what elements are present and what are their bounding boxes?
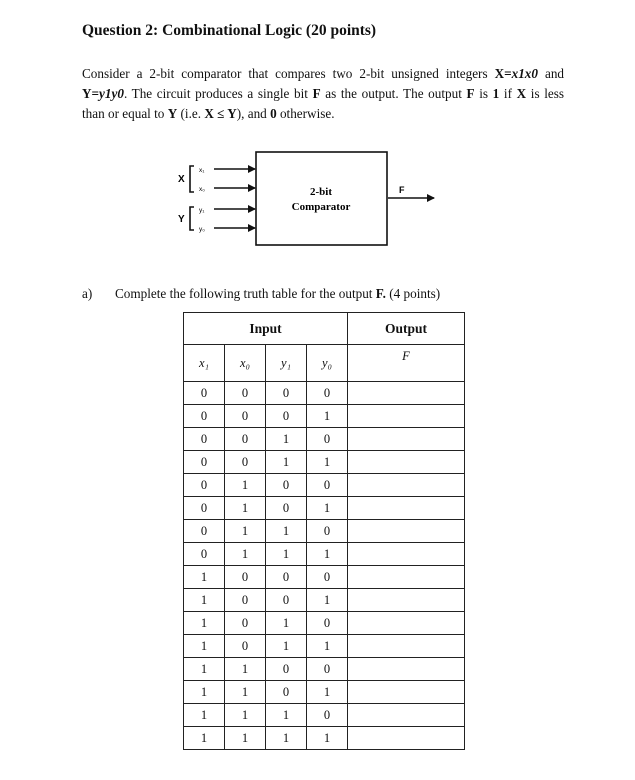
table-cell: 0 <box>184 543 225 566</box>
table-row <box>184 474 465 497</box>
table-cell: 1 <box>225 704 266 727</box>
table-cell: 0 <box>307 520 348 543</box>
question-title: Question 2: Combinational Logic (20 points) <box>82 22 377 39</box>
table-cell: 1 <box>307 405 348 428</box>
table-cell: 1 <box>184 589 225 612</box>
table-cell: 1 <box>184 566 225 589</box>
table-cell: 0 <box>225 451 266 474</box>
table-cell: 0 <box>307 566 348 589</box>
output-cell-blank[interactable] <box>348 589 465 612</box>
table-cell: 1 <box>266 727 307 750</box>
var-F: F <box>348 345 465 382</box>
output-label: F <box>399 185 405 195</box>
table-cell: 0 <box>184 474 225 497</box>
table-cell: 1 <box>307 635 348 658</box>
var-x0: x₀ <box>225 345 266 382</box>
table-cell: 0 <box>225 428 266 451</box>
table-cell: 0 <box>225 589 266 612</box>
table-cell: 1 <box>307 543 348 566</box>
table-cell: 1 <box>225 658 266 681</box>
table-cell: 1 <box>307 451 348 474</box>
part-a-letter: a) <box>82 286 93 301</box>
output-cell-blank[interactable] <box>348 658 465 681</box>
table-row <box>184 681 465 704</box>
block-label-line1: 2-bit <box>310 186 332 198</box>
output-cell-blank[interactable] <box>348 635 465 658</box>
output-cell-blank[interactable] <box>348 704 465 727</box>
table-row <box>184 589 465 612</box>
input-header: Input <box>184 313 348 345</box>
var-y0: y₀ <box>307 345 348 382</box>
output-cell-blank[interactable] <box>348 543 465 566</box>
y-bracket <box>190 207 194 230</box>
table-cell: 1 <box>266 543 307 566</box>
table-cell: 1 <box>184 658 225 681</box>
table-cell: 0 <box>184 428 225 451</box>
comparator-diagram <box>0 0 635 260</box>
table-cell: 0 <box>266 405 307 428</box>
table-cell: 1 <box>307 589 348 612</box>
table-cell: 0 <box>266 589 307 612</box>
table-cell: 1 <box>184 727 225 750</box>
x-bracket <box>190 166 194 192</box>
table-cell: 0 <box>184 382 225 405</box>
table-cell: 1 <box>225 727 266 750</box>
table-cell: 0 <box>266 566 307 589</box>
output-cell-blank[interactable] <box>348 681 465 704</box>
output-cell-blank[interactable] <box>348 428 465 451</box>
block-label-line2: Comparator <box>291 201 351 213</box>
table-cell: 0 <box>266 382 307 405</box>
table-cell: 1 <box>266 704 307 727</box>
table-cell: 0 <box>184 451 225 474</box>
table-row <box>184 497 465 520</box>
output-cell-blank[interactable] <box>348 520 465 543</box>
table-cell: 0 <box>225 612 266 635</box>
x0-label: x₀ <box>199 186 205 193</box>
y0-label: y₀ <box>199 226 205 233</box>
part-a-instruction: Complete the following truth table for the output F. (4 points) <box>115 286 441 301</box>
table-row <box>184 612 465 635</box>
table-row <box>184 520 465 543</box>
table-cell: 0 <box>225 566 266 589</box>
output-cell-blank[interactable] <box>348 474 465 497</box>
table-cell: 0 <box>184 405 225 428</box>
table-row <box>184 635 465 658</box>
table-cell: 0 <box>225 405 266 428</box>
var-y1: y₁ <box>266 345 307 382</box>
table-cell: 0 <box>184 520 225 543</box>
table-cell: 1 <box>307 727 348 750</box>
y-label: Y <box>178 214 185 225</box>
table-cell: 1 <box>225 520 266 543</box>
y1-label: y₁ <box>199 207 205 214</box>
table-cell: 1 <box>307 681 348 704</box>
table-cell: 0 <box>307 474 348 497</box>
table-cell: 1 <box>266 428 307 451</box>
table-cell: 1 <box>225 497 266 520</box>
table-cell: 1 <box>225 681 266 704</box>
table-cell: 0 <box>266 497 307 520</box>
table-cell: 1 <box>184 612 225 635</box>
table-cell: 0 <box>184 497 225 520</box>
output-cell-blank[interactable] <box>348 727 465 750</box>
table-cell: 0 <box>307 658 348 681</box>
table-cell: 0 <box>307 382 348 405</box>
table-row <box>184 451 465 474</box>
table-cell: 1 <box>184 635 225 658</box>
table-cell: 0 <box>225 382 266 405</box>
table-cell: 0 <box>266 474 307 497</box>
table-cell: 0 <box>307 704 348 727</box>
table-cell: 0 <box>307 428 348 451</box>
output-cell-blank[interactable] <box>348 382 465 405</box>
table-cell: 1 <box>225 474 266 497</box>
table-cell: 0 <box>307 612 348 635</box>
output-cell-blank[interactable] <box>348 405 465 428</box>
table-row <box>184 658 465 681</box>
table-cell: 1 <box>225 543 266 566</box>
output-header: Output <box>348 313 465 345</box>
table-cell: 1 <box>307 497 348 520</box>
comparator-block <box>256 152 387 245</box>
table-row <box>184 428 465 451</box>
table-row <box>184 727 465 750</box>
table-cell: 0 <box>225 635 266 658</box>
output-cell-blank[interactable] <box>348 566 465 589</box>
table-cell: 0 <box>266 658 307 681</box>
table-row <box>184 566 465 589</box>
table-row <box>184 405 465 428</box>
table-row <box>184 543 465 566</box>
table-cell: 1 <box>266 451 307 474</box>
question-description: Consider a 2-bit comparator that compares two 2-bit unsigned integers X=x1x0 and Y=y1y0. The circuit produces a single bit F as the output. The output F is 1 if X is less than or equal to Y (i.e. X ≤ Y), and 0 otherwise. <box>82 66 565 121</box>
truth-table-body <box>184 382 465 750</box>
truth-table <box>183 312 465 750</box>
table-cell: 1 <box>184 704 225 727</box>
var-x1: x₁ <box>184 345 225 382</box>
table-row <box>184 704 465 727</box>
table-cell: 1 <box>266 520 307 543</box>
table-cell: 1 <box>266 612 307 635</box>
table-cell: 1 <box>266 635 307 658</box>
output-cell-blank[interactable] <box>348 451 465 474</box>
table-cell: 1 <box>184 681 225 704</box>
output-cell-blank[interactable] <box>348 497 465 520</box>
output-cell-blank[interactable] <box>348 612 465 635</box>
table-row <box>184 382 465 405</box>
x1-label: x₁ <box>199 167 205 174</box>
table-cell: 0 <box>266 681 307 704</box>
x-label: X <box>178 174 185 185</box>
